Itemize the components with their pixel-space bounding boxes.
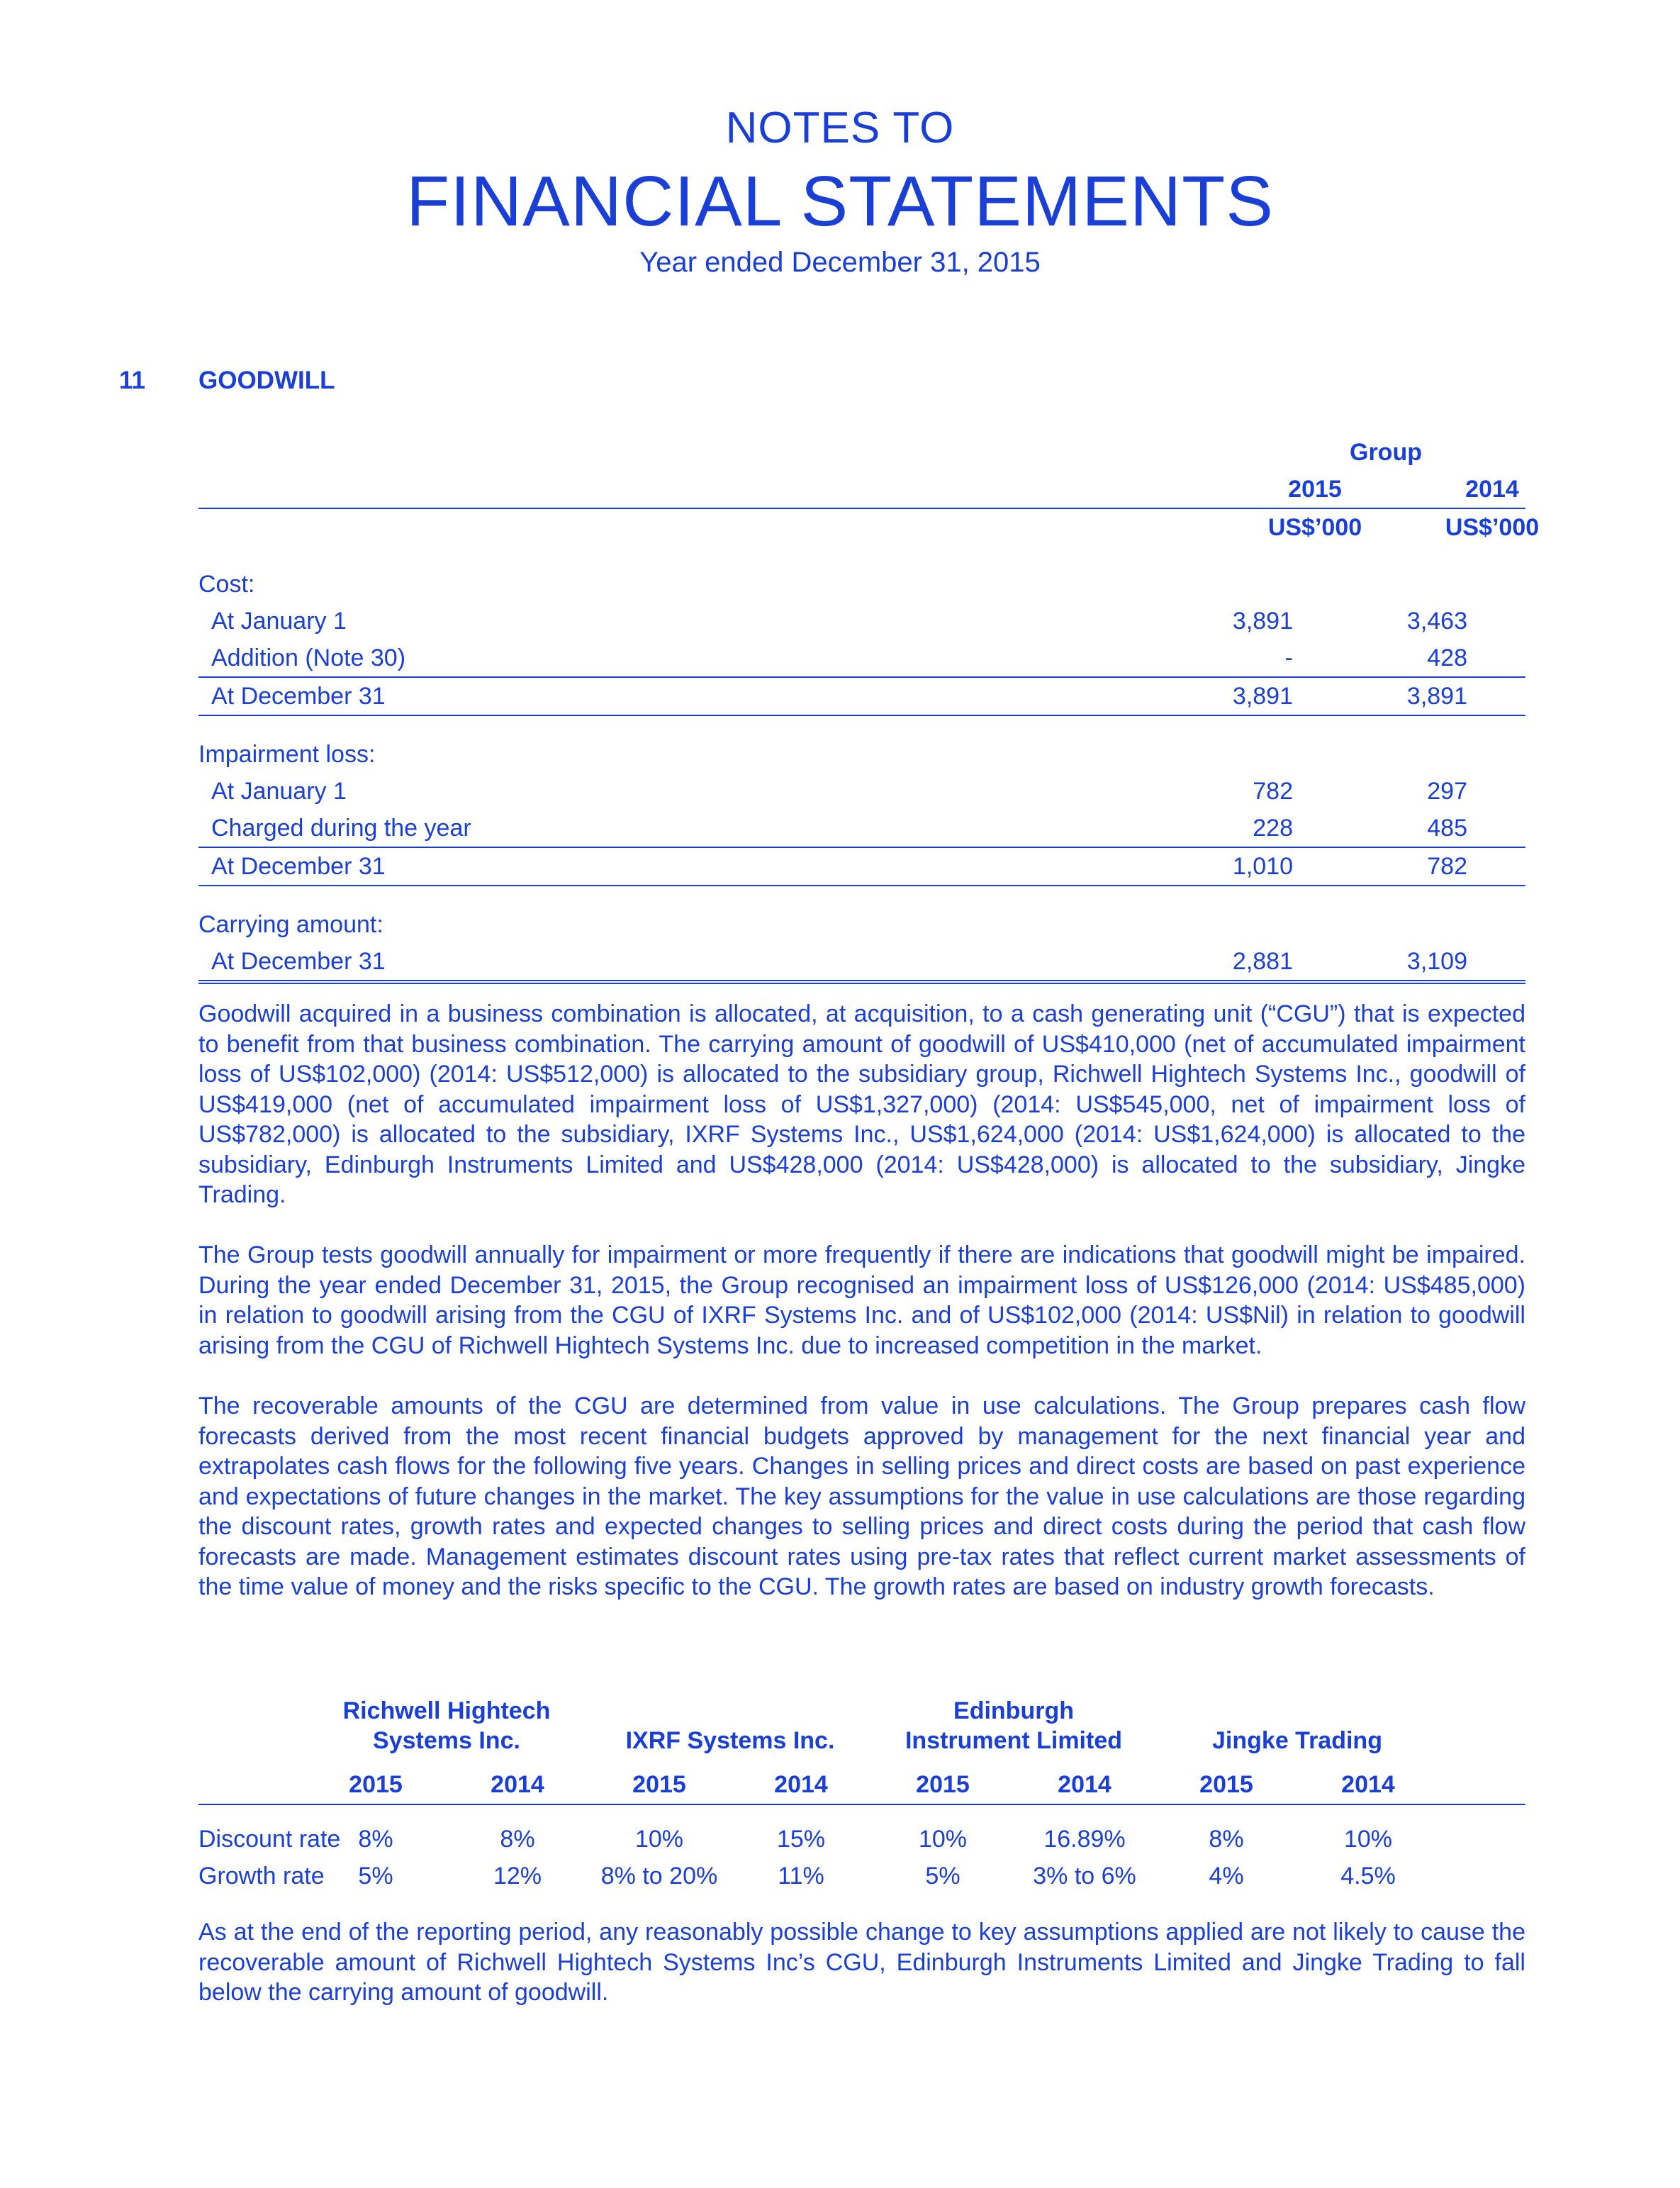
page-header	[0, 106, 1680, 277]
row-label: Discount rate	[198, 1826, 341, 1853]
value-2014: 485	[1427, 815, 1467, 842]
paragraph-recoverable-amounts: The recoverable amounts of the CGU are determined from value in use calculations. The Group prepares cash flow forecasts derived from the most recent financial budgets approved by management for the next financial year and extrapolates cash flows for the following five years. Changes in selling prices and direct costs are based on past experience and expectations of future changes in the market. The key assumptions for the value in use calculations are those regarding the discount rates, growth rates and expected changes to selling prices and direct costs during the period that cash flow forecasts are made. Management estimates discount rates using pre-tax rates that reflect current market assessments of the time value of money and the risks specific to the CGU. The growth rates are based on industry growth forecasts.	[198, 1392, 1525, 1600]
value-2015: 1,010	[1232, 853, 1293, 880]
year-header: 2014	[774, 1771, 828, 1798]
cost-heading: Cost:	[198, 571, 255, 598]
table-row-growth-rate	[198, 1858, 1525, 1894]
value-2015: 228	[1253, 815, 1293, 842]
company-header-ixrf: IXRF Systems Inc.	[625, 1727, 835, 1754]
company-header-jingke: Jingke Trading	[1212, 1727, 1382, 1754]
table-cell: 8% to 20%	[600, 1863, 718, 1890]
assumptions-table	[198, 1696, 1525, 1894]
table-cell: 5%	[358, 1863, 393, 1890]
value-2015: 3,891	[1232, 608, 1293, 635]
value-2014: 3,109	[1406, 948, 1467, 975]
year-header: 2015	[916, 1771, 970, 1798]
company-header-richwell: Richwell Hightech Systems Inc.	[342, 1697, 551, 1754]
unit-header-row	[198, 509, 1540, 546]
value-2014: 3,891	[1406, 683, 1467, 710]
value-2015: -	[1284, 644, 1293, 671]
row-label: Addition (Note 30)	[211, 644, 406, 671]
table-cell: 15%	[776, 1826, 826, 1853]
carrying-heading: Carrying amount:	[198, 911, 383, 938]
carrying-heading-row	[198, 906, 1525, 943]
year-header: 2014	[1341, 1771, 1395, 1798]
table-cell: 8%	[500, 1826, 535, 1853]
row-label: Charged during the year	[211, 815, 471, 842]
table-cell: 12%	[493, 1863, 542, 1890]
table-row	[198, 810, 1525, 848]
value-2014: 782	[1427, 853, 1467, 880]
row-label: At December 31	[211, 853, 386, 880]
value-2014: 3,463	[1406, 608, 1467, 635]
table-cell: 8%	[1209, 1826, 1244, 1853]
value-2014: 428	[1427, 644, 1467, 671]
row-label: At December 31	[211, 948, 386, 975]
table-cell: 16.89%	[1043, 1826, 1126, 1853]
year-header-row	[198, 471, 1525, 509]
paragraph-impairment-test: The Group tests goodwill annually for impairment or more frequently if there are indications that goodwill might be impaired. During the year ended December 31, 2015, the Group recognised an impairment loss of US$126,000 (2014: US$485,000) in relation to goodwill arising from the CGU of IXRF Systems Inc. and of US$102,000 (2014: US$Nil) in relation to goodwill arising from the CGU of Richwell Hightech Systems Inc. due to increased competition in the market.	[198, 1241, 1525, 1359]
table-cell: 4%	[1209, 1863, 1244, 1890]
year-header: 2014	[1058, 1771, 1111, 1798]
year-2014-header: 2014	[1465, 476, 1519, 503]
table-cell: 10%	[1343, 1826, 1393, 1853]
year-header: 2014	[491, 1771, 544, 1798]
header-notes-to: NOTES TO	[725, 104, 955, 152]
section-title: GOODWILL	[198, 367, 335, 394]
impairment-heading-row	[198, 736, 1525, 773]
paragraph-allocation: Goodwill acquired in a business combination is allocated, at acquisition, to a cash generating unit (“CGU”) that is expected to benefit from that business combination. The carrying amount of goodwill of US$410,000 (net of accumulated impairment loss of US$102,000) (2014: US$512,000) is allocated to the subsidiary group, Richwell Hightech Systems Inc., goodwill of US$419,000 (net of accumulated impairment loss of US$1,327,000) (2014: US$545,000, net of impairment loss of US$782,000) is allocated to the subsidiary, IXRF Systems Inc., US$1,624,000 (2014: US$1,624,000) is allocated to the subsidiary, Edinburgh Instruments Limited and US$428,000 (2014: US$428,000) is allocated to the subsidiary, Jingke Trading.	[198, 1000, 1525, 1208]
row-label: Growth rate	[198, 1863, 325, 1890]
value-2015: 3,891	[1232, 683, 1293, 710]
table-cell: 10%	[918, 1826, 968, 1853]
table-row-total	[198, 943, 1525, 984]
section-heading	[119, 367, 335, 395]
goodwill-table	[198, 434, 1540, 984]
group-label: Group	[1350, 439, 1422, 466]
company-header-edinburgh: Edinburgh Instrument Limited	[905, 1697, 1123, 1754]
row-label: At December 31	[211, 683, 386, 710]
table-row	[198, 603, 1525, 640]
year-header: 2015	[1199, 1771, 1253, 1798]
impairment-heading: Impairment loss:	[198, 741, 376, 768]
table-cell: 10%	[634, 1826, 684, 1853]
header-year-ended: Year ended December 31, 2015	[639, 247, 1041, 278]
table-row-total	[198, 678, 1525, 716]
table-cell: 8%	[358, 1826, 393, 1853]
table-cell: 3% to 6%	[1033, 1863, 1136, 1890]
row-label: At January 1	[211, 608, 347, 635]
year-2015-header: 2015	[1288, 476, 1342, 503]
table-row	[198, 640, 1525, 678]
table-row-total	[198, 848, 1525, 886]
cost-heading-row	[198, 566, 1525, 603]
unit-2015-header: US$’000	[1267, 514, 1362, 541]
group-header-row	[198, 434, 1525, 471]
table-cell: 4.5%	[1340, 1863, 1396, 1890]
value-2015: 782	[1253, 778, 1293, 805]
value-2015: 2,881	[1232, 948, 1293, 975]
row-label: At January 1	[211, 778, 347, 805]
paragraph-footnote: As at the end of the reporting period, any reasonably possible change to key assumptions applied are not likely to cause the recoverable amount of Richwell Hightech Systems Inc’s CGU, Edinburgh Instruments Limited and Jingke Trading to fall below the carrying amount of goodwill.	[198, 1919, 1525, 2006]
table-cell: 5%	[925, 1863, 961, 1890]
assumptions-header	[198, 1696, 1525, 1805]
year-header: 2015	[349, 1771, 403, 1798]
year-header: 2015	[632, 1771, 686, 1798]
table-row	[198, 773, 1525, 810]
table-row-discount-rate	[198, 1821, 1525, 1858]
value-2014: 297	[1427, 778, 1467, 805]
unit-2014-header: US$’000	[1445, 514, 1540, 541]
page-title: FINANCIAL STATEMENTS	[406, 162, 1274, 241]
table-cell: 11%	[778, 1863, 824, 1890]
section-number: 11	[119, 367, 145, 394]
